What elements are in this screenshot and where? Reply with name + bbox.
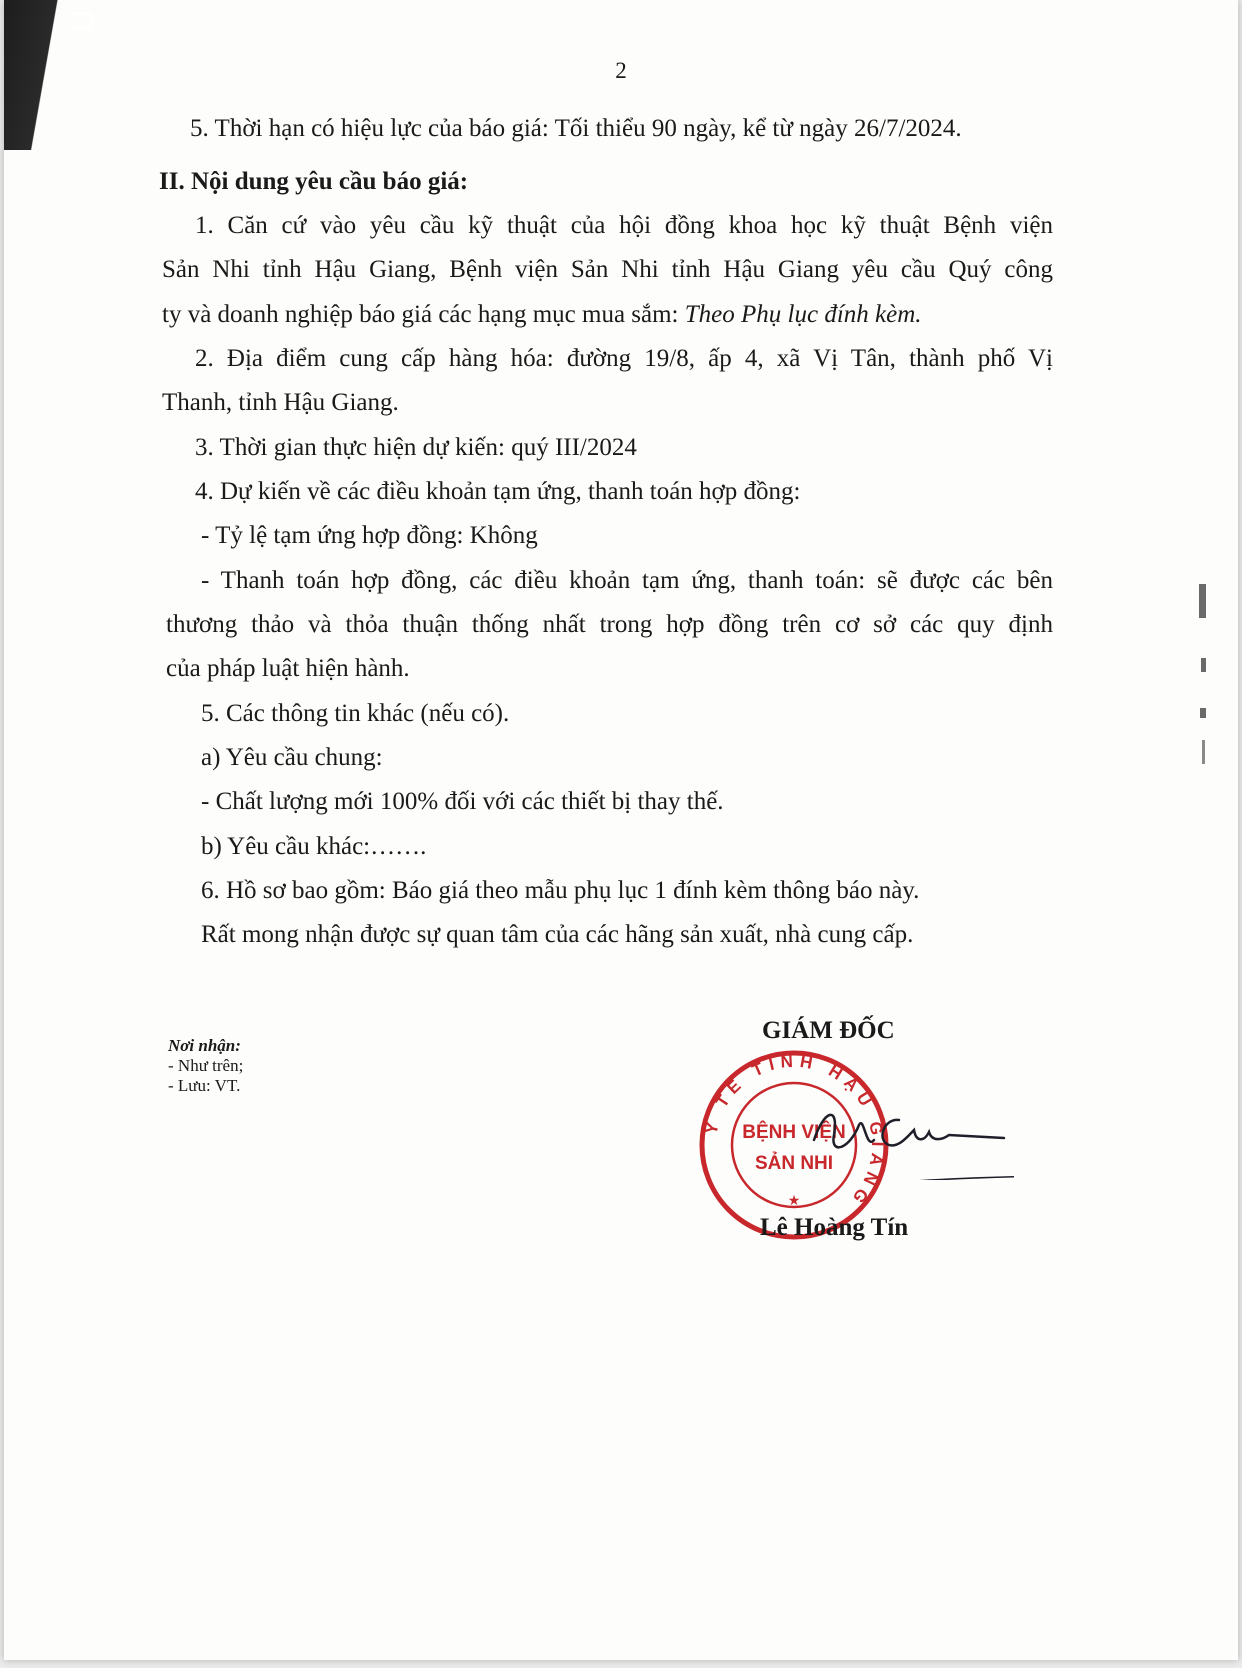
- item-4-line: 4. Dự kiến về các điều khoản tạm ứng, thanh toán hợp đồng:: [195, 478, 801, 505]
- corner-marker-icon: [74, 12, 93, 30]
- signer-name: Lê Hoàng Tín: [760, 1214, 909, 1241]
- validity-line: 5. Thời hạn có hiệu lực của báo giá: Tối thiểu 90 ngày, kể từ ngày 26/7/2024.: [190, 115, 962, 142]
- item-1-line-3: [162, 299, 922, 331]
- document-page: [4, 0, 1238, 1660]
- svg-text:★: ★: [787, 1192, 801, 1208]
- general-requirements-line: a) Yêu cầu chung:: [201, 744, 383, 771]
- stamp-ring-text: Y TẾ TỈNH HẬU GIANG: [701, 1051, 888, 1212]
- margin-marks: [1189, 580, 1219, 790]
- item-5-line: 5. Các thông tin khác (nếu có).: [201, 700, 510, 727]
- advance-ratio-line: - Tỷ lệ tạm ứng hợp đồng: Không: [201, 522, 538, 549]
- recipients-title: Nơi nhận:: [168, 1036, 241, 1055]
- page-number: 2: [615, 58, 627, 83]
- item-3-line: 3. Thời gian thực hiện dự kiến: quý III/2024: [195, 434, 637, 461]
- quality-line: - Chất lượng mới 100% đối với các thiết bị thay thế.: [201, 788, 724, 815]
- recipient-item: - Lưu: VT.: [168, 1076, 241, 1095]
- recipient-item: - Như trên;: [168, 1056, 244, 1075]
- appendix-reference: Theo Phụ lục đính kèm.: [684, 301, 922, 328]
- section-ii-heading: II. Nội dung yêu cầu báo giá:: [159, 168, 469, 195]
- payment-line-1: - Thanh toán hợp đồng, các điều khoản tạm ứng, thanh toán: sẽ được các bên: [201, 567, 1053, 594]
- item-6-line: 6. Hồ sơ bao gồm: Báo giá theo mẫu phụ lục 1 đính kèm thông báo này.: [201, 877, 920, 904]
- item-2-line-2: Thanh, tỉnh Hậu Giang.: [162, 389, 399, 416]
- closing-line: Rất mong nhận được sự quan tâm của các hãng sản xuất, nhà cung cấp.: [201, 921, 914, 948]
- payment-line-2: thương thảo và thỏa thuận thống nhất trong hợp đồng trên cơ sở các quy định: [166, 611, 1053, 638]
- stamp-line-1: BỆNH VIỆN: [742, 1122, 846, 1143]
- recipients-block: [168, 1036, 243, 1096]
- other-requirements-line: b) Yêu cầu khác:…….: [201, 833, 427, 860]
- item-1-line-1: 1. Căn cứ vào yêu cầu kỹ thuật của hội đồng khoa học kỹ thuật Bệnh viện: [195, 212, 1053, 239]
- item-1-text: ty và doanh nghiệp báo giá các hạng mục mua sắm:: [162, 301, 685, 328]
- handwritten-signature: [804, 1080, 1014, 1180]
- item-2-line-1: 2. Địa điểm cung cấp hàng hóa: đường 19/8, ấp 4, xã Vị Tân, thành phố Vị: [195, 345, 1053, 372]
- item-1-line-2: Sản Nhi tỉnh Hậu Giang, Bệnh viện Sản Nhi tỉnh Hậu Giang yêu cầu Quý công: [162, 256, 1053, 283]
- stamp-line-2: SẢN NHI: [754, 1153, 834, 1174]
- signer-position: GIÁM ĐỐC: [762, 1017, 895, 1044]
- payment-line-3: của pháp luật hiện hành.: [166, 655, 410, 682]
